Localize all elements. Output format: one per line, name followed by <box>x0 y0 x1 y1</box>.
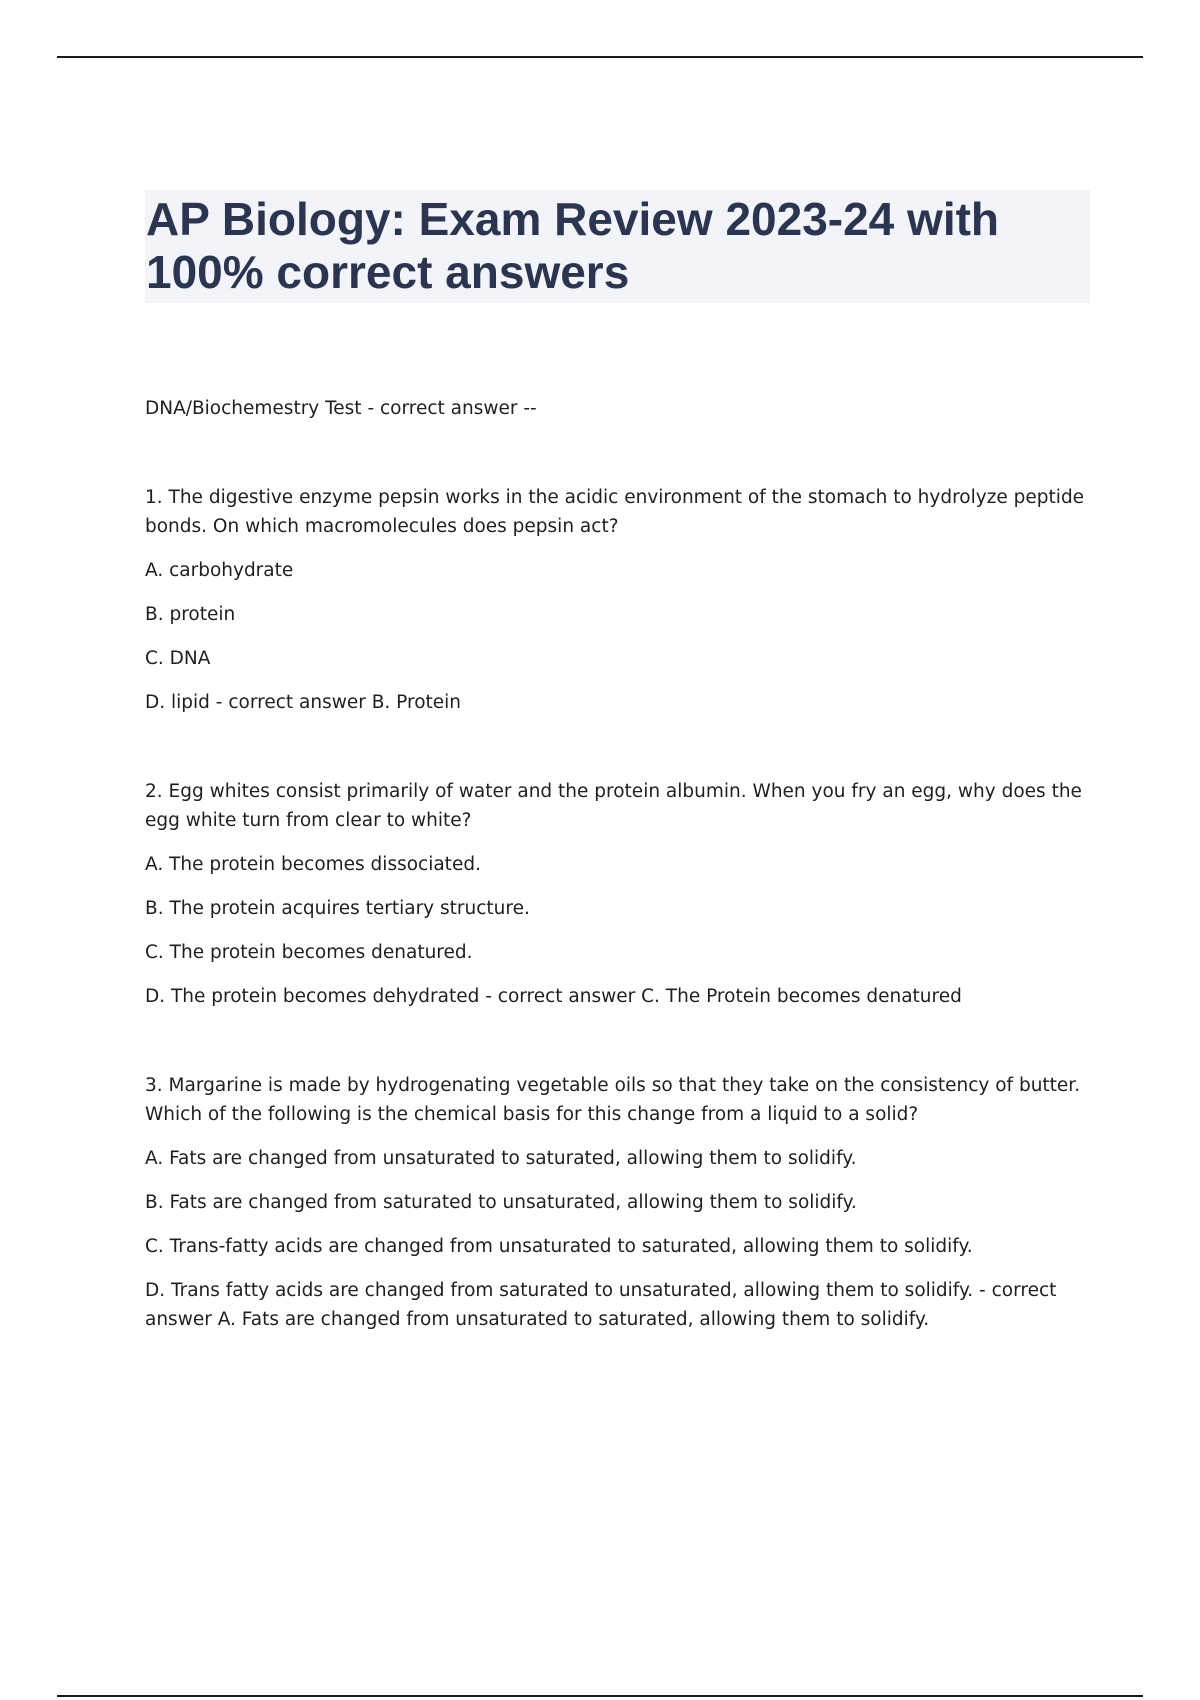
top-divider <box>57 56 1143 58</box>
answer-option-a: A. Fats are changed from unsaturated to saturated, allowing them to solidify. <box>145 1148 857 1169</box>
answer-option-b: B. The protein acquires tertiary structure. <box>145 898 530 919</box>
answer-option-b: B. protein <box>145 604 236 625</box>
answer-option-d: D. The protein becomes dehydrated - correct answer C. The Protein becomes denatured <box>145 986 962 1007</box>
answer-option-c: C. DNA <box>145 648 211 669</box>
test-intro: DNA/Biochemestry Test - correct answer -- <box>145 398 537 419</box>
answer-option-d: D. Trans fatty acids are changed from saturated to unsaturated, allowing them to solidify. - correct answer A. Fats are changed from unsaturated to saturated, allowing them to solidify. <box>145 1280 1057 1330</box>
bottom-divider <box>57 1695 1143 1697</box>
question-1 <box>145 483 1090 717</box>
answer-option-c: C. Trans-fatty acids are changed from unsaturated to saturated, allowing them to solidify. <box>145 1236 973 1257</box>
answer-option-a: A. The protein becomes dissociated. <box>145 854 481 875</box>
question-text: 2. Egg whites consist primarily of water and the protein albumin. When you fry an egg, why does the egg white turn from clear to white? <box>145 781 1082 831</box>
document-body <box>145 394 1090 1334</box>
document-title: AP Biology: Exam Review 2023-24 with 100% correct answers <box>146 193 1000 298</box>
answer-option-b: B. Fats are changed from saturated to unsaturated, allowing them to solidify. <box>145 1192 857 1213</box>
answer-option-d: D. lipid - correct answer B. Protein <box>145 692 462 713</box>
answer-option-a: A. carbohydrate <box>145 560 294 581</box>
question-3 <box>145 1071 1090 1334</box>
question-2 <box>145 777 1090 1011</box>
question-text: 1. The digestive enzyme pepsin works in the acidic environment of the stomach to hydrolyze peptide bonds. On which macromolecules does pepsin act? <box>145 487 1085 537</box>
answer-option-c: C. The protein becomes denatured. <box>145 942 473 963</box>
question-text: 3. Margarine is made by hydrogenating vegetable oils so that they take on the consistency of butter. Which of the following is the chemical basis for this change from a liquid to a solid? <box>145 1075 1081 1125</box>
